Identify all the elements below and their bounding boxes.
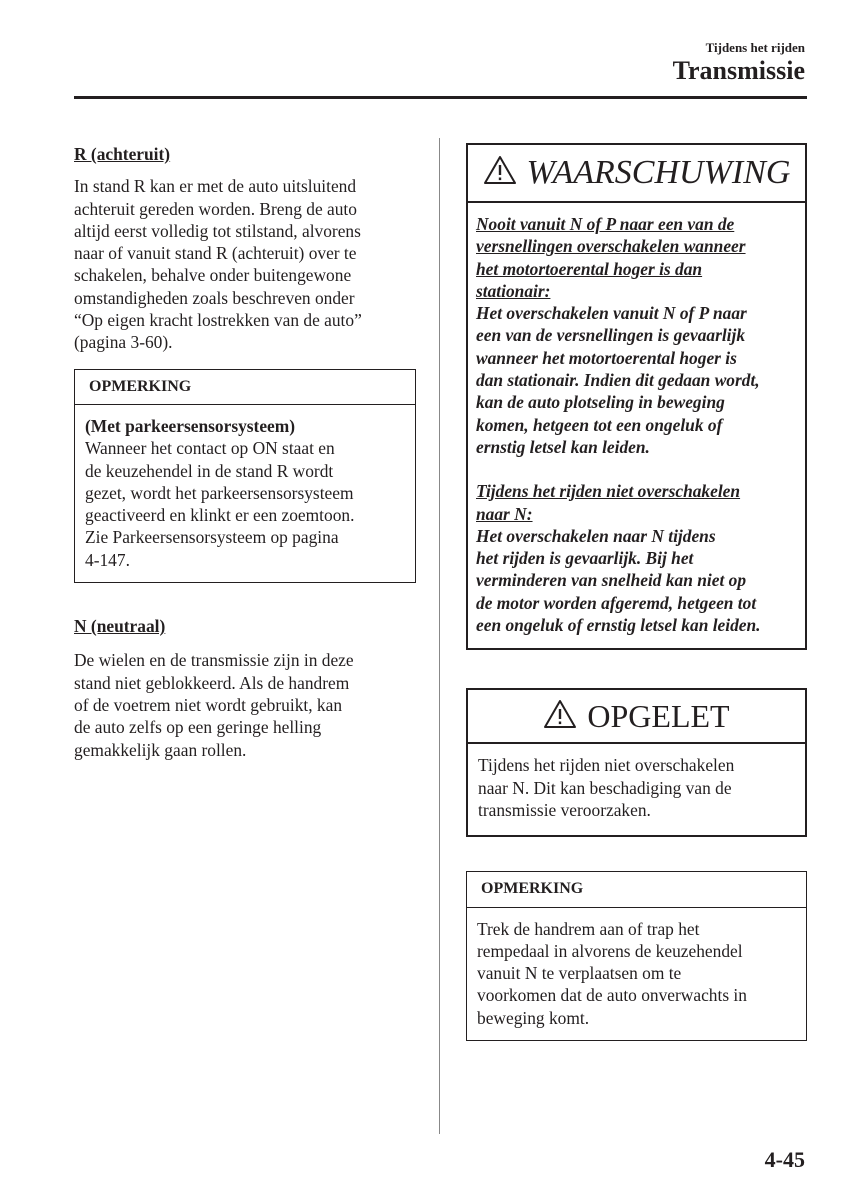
text-line: verminderen van snelheid kan niet op (476, 570, 747, 591)
text-line: Nooit vanuit N of P naar een van de (476, 214, 735, 234)
note-body (467, 908, 806, 1040)
warning-box (466, 143, 807, 650)
text-line: altijd eerst volledig tot stilstand, alvorens (74, 220, 361, 241)
warning-subheading (476, 213, 797, 302)
text-line: 4-147. (85, 549, 130, 570)
text-line: het rijden is gevaarlijk. Bij het (476, 548, 694, 569)
text-line: Het overschakelen vanuit N of P naar (476, 303, 747, 324)
text-line: (pagina 3-60). (74, 332, 173, 353)
text-line: naar N: (476, 503, 533, 524)
text-line: In stand R kan er met de auto uitsluitend (74, 176, 357, 197)
text-line: schakelen, behalve onder buitengewone (74, 265, 352, 286)
text-line: “Op eigen kracht lostrekken van de auto” (74, 310, 362, 331)
column-divider (439, 138, 440, 1134)
text-line: de keuzehendel in de stand R wordt (85, 460, 334, 481)
warning-label: WAARSCHUWING (526, 153, 791, 191)
section-heading-r: R (achteruit) (74, 144, 171, 164)
warning-subheading (476, 480, 797, 525)
text-line: kan de auto plotseling in beweging (476, 392, 725, 413)
note-label: OPMERKING (75, 370, 415, 405)
caution-label: OPGELET (587, 698, 730, 735)
right-column (466, 143, 807, 1041)
section-heading-n: N (neutraal) (74, 616, 166, 637)
text-line: Zie Parkeersensorsysteem op pagina (85, 527, 339, 548)
text-line: Tijdens het rijden niet overschakelen (478, 755, 735, 776)
text-line: versnellingen overschakelen wanneer (476, 236, 746, 257)
text-line: achteruit gereden worden. Breng de auto (74, 198, 357, 219)
page-title: Transmissie (672, 56, 805, 85)
text-line: dan stationair. Indien dit gedaan wordt, (476, 370, 760, 391)
caution-body (468, 744, 805, 835)
text-line: Tijdens het rijden niet overschakelen (476, 481, 741, 502)
warning-text (476, 525, 797, 636)
text-line: vanuit N te verplaatsen om te (477, 963, 682, 984)
text-line: het motortoerental hoger is dan (476, 258, 703, 279)
paragraph-r (74, 175, 416, 353)
paragraph-n (74, 649, 416, 760)
text-line: geactiveerd en klinkt er een zoemtoon. (85, 505, 355, 526)
warning-text (476, 302, 797, 458)
header-rule (74, 96, 807, 99)
note-box-handbrake (466, 871, 807, 1041)
text-line: voorkomen dat de auto onverwachts in (477, 985, 747, 1006)
text-line: De wielen en de transmissie zijn in deze (74, 650, 354, 671)
text-line: Trek de handrem aan of trap het (477, 918, 700, 939)
text-line: ernstig letsel kan leiden. (476, 436, 650, 457)
text-line: naar of vanuit stand R (achteruit) over te (74, 243, 357, 264)
text-line: stand niet geblokkeerd. Als de handrem (74, 672, 350, 693)
text-line: gemakkelijk gaan rollen. (74, 739, 247, 760)
page-number: 4-45 (764, 1147, 805, 1172)
text-line: de auto zelfs op een geringe helling (74, 717, 322, 738)
caution-box (466, 688, 807, 837)
warning-body (468, 203, 805, 648)
note-body (75, 405, 415, 582)
text-line: transmissie veroorzaken. (478, 799, 651, 820)
text-line: wanneer het motortoerental hoger is (476, 347, 737, 368)
text-line: Wanneer het contact op ON staat en (85, 438, 335, 459)
text-line: gezet, wordt het parkeersensorsysteem (85, 482, 354, 503)
text-line: een van de versnellingen is gevaarlijk (476, 325, 746, 346)
text-line: of de voetrem niet wordt gebruikt, kan (74, 694, 343, 715)
text-line: stationair: (476, 280, 551, 301)
left-column (74, 143, 416, 761)
warning-header (468, 145, 805, 203)
text-line: omstandigheden zoals beschreven onder (74, 287, 355, 308)
text-line: rempedaal in alvorens de keuzehendel (477, 940, 743, 961)
text-line: Het overschakelen naar N tijdens (476, 525, 716, 546)
text-line: komen, hetgeen tot een ongeluk of (476, 414, 723, 435)
running-header-section: Tijdens het rijden (705, 40, 805, 55)
note-subtitle: (Met parkeersensorsysteem) (85, 415, 296, 436)
text-line: naar N. Dit kan beschadiging van de (478, 777, 732, 798)
note-label: OPMERKING (467, 872, 806, 907)
text-line: een ongeluk of ernstig letsel kan leiden. (476, 615, 761, 636)
warning-triangle-icon (483, 155, 517, 190)
caution-header (468, 690, 805, 744)
warning-triangle-icon (543, 699, 577, 734)
note-box-parking-sensor (74, 369, 416, 583)
text-line: de motor worden afgeremd, hetgeen tot (476, 592, 757, 613)
text-line: beweging komt. (477, 1007, 590, 1028)
